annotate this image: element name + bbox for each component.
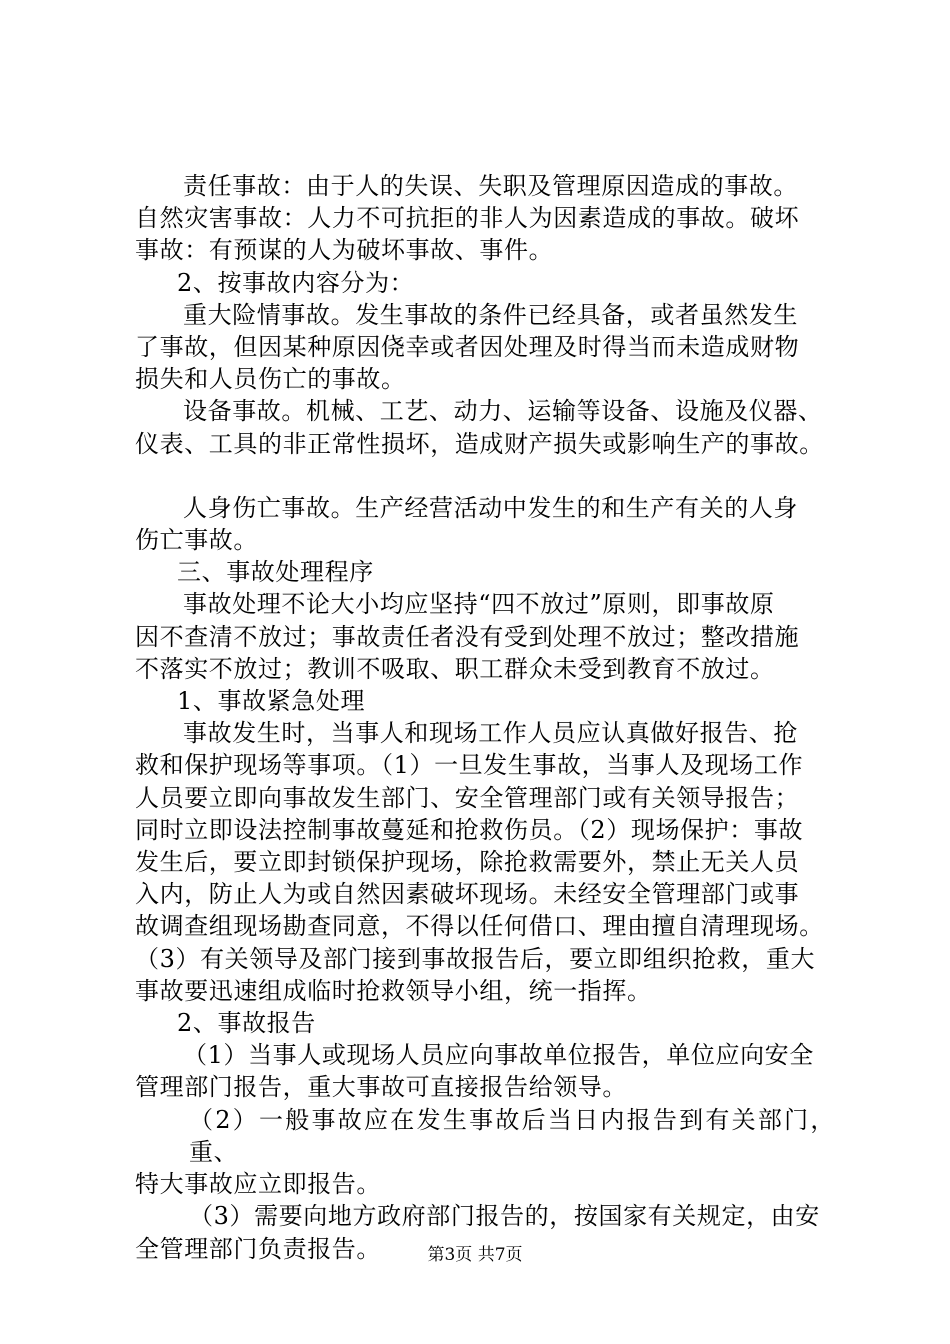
text-line: （3）需要向地方政府部门报告的，按国家有关规定，由安: [189, 1202, 820, 1231]
text-line: 自然灾害事故：人力不可抗拒的非人为因素造成的事故。破坏: [135, 204, 800, 233]
text-line: （3）有关领导及部门接到事故报告后，要立即组织抢救，重大: [135, 944, 816, 973]
text-line: 事故：有预谋的人为破坏事故、事件。: [135, 236, 554, 265]
text-line: 2、事故报告: [177, 1009, 316, 1038]
text-line: 事故发生时，当事人和现场工作人员应认真做好报告、抢: [183, 719, 798, 748]
text-line: （1）当事人或现场人员应向事故单位报告，单位应向安全: [183, 1041, 814, 1070]
text-line: 救和保护现场等事项。（1）一旦发生事故，当事人及现场工作: [135, 751, 804, 780]
text-line: 入内，防止人为或自然因素破坏现场。未经安全管理部门或事: [135, 880, 800, 909]
text-line: 全管理部门负责报告。: [135, 1234, 381, 1263]
text-line: 了事故，但因某种原因侥幸或者因处理及时得当而未造成财物: [135, 333, 800, 362]
text-line: 发生后，要立即封锁保护现场，除抢救需要外，禁止无关人员: [135, 848, 800, 877]
text-line: 重大险情事故。发生事故的条件已经具备，或者虽然发生: [183, 300, 798, 329]
text-line: 伤亡事故。: [135, 526, 258, 555]
text-line: 管理部门报告，重大事故可直接报告给领导。: [135, 1073, 627, 1102]
text-line: 1、事故紧急处理: [177, 687, 366, 716]
text-line: 2、按事故内容分为：: [177, 268, 415, 297]
text-line: 事故要迅速组成临时抢救领导小组，统一指挥。: [135, 976, 652, 1005]
text-line: （2）一般事故应在发生事故后当日内报告到有关部门，重、: [189, 1105, 835, 1166]
text-line: 同时立即设法控制事故蔓延和抢救伤员。（2）现场保护：事故: [135, 815, 804, 844]
text-line: 特大事故应立即报告。: [135, 1170, 381, 1199]
text-line: 故调查组现场勘查同意，不得以任何借口、理由擅自清理现场。: [135, 912, 824, 941]
document-body: [135, 170, 835, 1265]
text-line: 人身伤亡事故。生产经营活动中发生的和生产有关的人身: [183, 493, 798, 522]
text-line: 事故处理不论大小均应坚持“四不放过”原则，即事故原: [183, 590, 775, 619]
text-line: 设备事故。机械、工艺、动力、运输等设备、设施及仪器、: [183, 397, 823, 426]
text-line: 人员要立即向事故发生部门、安全管理部门或有关领导报告；: [135, 783, 800, 812]
page-footer: 第3页 共7页: [427, 1245, 523, 1265]
text-line: 因不查清不放过；事故责任者没有受到处理不放过；整改措施: [135, 622, 800, 651]
text-line: 不落实不放过；教训不吸取、职工群众未受到教育不放过。: [135, 654, 775, 683]
text-line: 损失和人员伤亡的事故。: [135, 365, 406, 394]
blank-line: [135, 460, 835, 492]
text-line: 三、事故处理程序: [177, 558, 374, 587]
text-line: 仪表、工具的非正常性损坏，造成财产损失或影响生产的事故。: [135, 429, 824, 458]
text-line: 责任事故：由于人的失误、失职及管理原因造成的事故。: [183, 172, 798, 200]
